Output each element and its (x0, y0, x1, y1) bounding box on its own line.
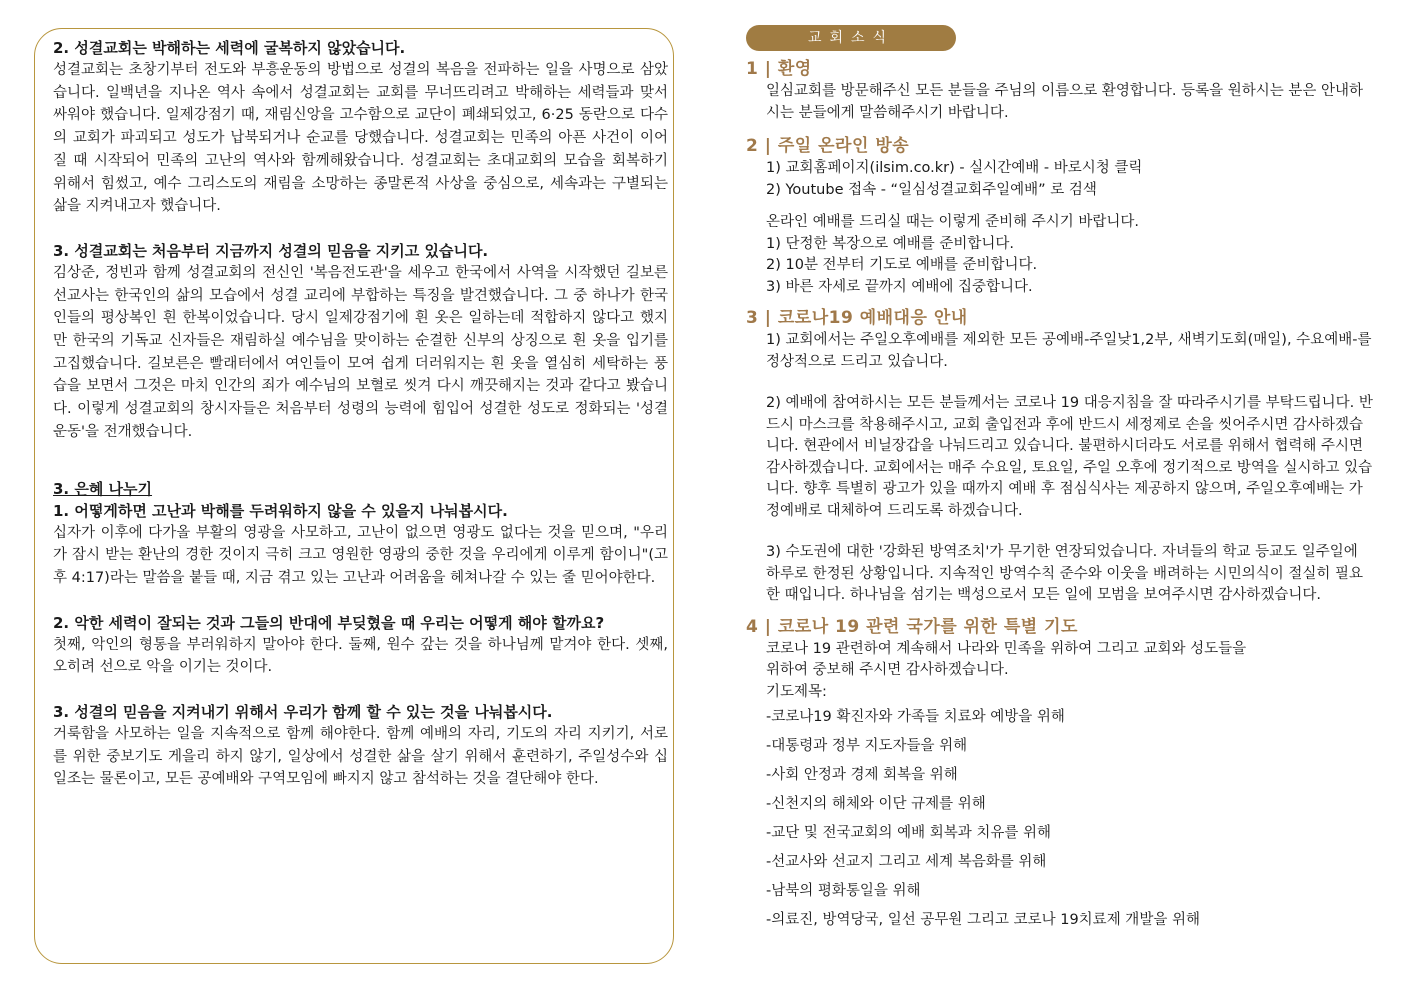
sharing-q2-body: 첫째, 악인의 형통을 부러워하지 말아야 한다. 둘째, 원수 갚는 것을 하나님께 맡겨야 한다. 셋째, 오히려 선으로 악을 이기는 것이다. (53, 636, 668, 676)
section-faith-body: 김상준, 정빈과 함께 성결교회의 전신인 '복음전도관'을 세우고 한국에서 사역을 시작했던 길보른 선교사는 한국인의 삶의 모습에서 성결 교리에 부합하는 특징을 발견했습니다. 그 중 하나가 한국인들의 평상복인 흰 한복이었습니다. 당시 일제강점기에 흰 옷은 일하는데 적합하지 않다고 했지만 한국의 기독교 신자들은 재림하실 예수님을 맞이하는 순결한 신부의 상징으로 흰 옷을 입기를 고집했습니다. 길보른은 빨래터에서 여인들이 모여 쉽게 더러워지는 흰 옷을 열심히 세탁하는 풍습을 보면서 그것은 마치 인간의 죄가 예수님의 보혈로 씻겨 다시 깨끗해지는 것과 같다고 봤습니다. 이렇게 성결교회의 창시자들은 처음부터 성령의 능력에 힘입어 성결한 성도로 정화되는 '성결운동'을 전개했습니다. (53, 264, 668, 440)
online-title: 2 | 주일 온라인 방송 (746, 136, 910, 156)
prayer-item: -남북의 평화통일을 위해 (766, 883, 921, 899)
right-panel (746, 25, 1376, 935)
sharing-q2 (53, 612, 668, 679)
online-line2: 2) Youtube 접속 - “일심성결교회주일예배” 로 검색 (766, 181, 1097, 198)
spacer (766, 373, 1376, 393)
prayer-item: -신천지의 해체와 이단 규제를 위해 (766, 796, 986, 812)
corona-section (746, 306, 1376, 607)
corona-title: 3 | 코로나19 예배대응 안내 (746, 308, 968, 328)
online-line1: 1) 교회홈페이지(ilsim.co.kr) - 실시간예배 - 바로시청 클릭 (766, 160, 1143, 176)
prayer-item: -사회 안정과 경제 회복을 위해 (766, 767, 958, 783)
section-faith (53, 240, 668, 444)
online-section (746, 134, 1376, 298)
corona-p3: 3) 수도권에 대한 '강화된 방역조치'가 무기한 연장되었습니다. 자녀들의 학교 등교도 일주일에 하루로 한정된 상황입니다. 지속적인 방역수칙 준수와 이웃을 배려하는 시민의식이 절실히 필요한 때입니다. 하나님을 섬기는 백성으로서 모든 일에 모범을 보여주시면 감사하겠습니다. (766, 544, 1363, 603)
section-persecution-body: 성결교회는 초창기부터 전도와 부흥운동의 방법으로 성결의 복음을 전파하는 일을 사명으로 삼았습니다. 일백년을 지나온 역사 속에서 성결교회는 교회를 무너뜨리려고 박해하는 세력들과 맞서 싸워야 했습니다. 일제강점기 때, 재림신앙을 고수함으로 교단이 폐쇄되었고, 6·25 동란으로 다수의 교회가 파괴되고 성도가 납북되거나 순교를 당했습니다. 성결교회는 민족의 아픈 사건이 이어질 때 시작되어 민족의 고난의 역사와 함께해왔습니다. 성결교회는 초대교회의 모습을 회복하기 위해서 힘썼고, 예수 그리스도의 재림을 소망하는 종말론적 사상을 중심으로, 세속과는 구별되는 삶을 지켜내고자 했습니다. (53, 62, 668, 215)
prayer-section (746, 615, 1376, 936)
sharing-section (53, 478, 668, 590)
section-persecution-heading: 2. 성결교회는 박해하는 세력에 굴복하지 않았습니다. (53, 39, 406, 57)
online-prep2: 2) 10분 전부터 기도로 예배를 준비합니다. (766, 257, 1038, 273)
church-news-badge: 교회소식 (746, 25, 956, 51)
sharing-title: 3. 은혜 나누기 (53, 479, 153, 498)
corona-body (746, 330, 1376, 607)
prayer-item: -코로나19 확진자와 가족들 치료와 예방을 위해 (766, 709, 1065, 725)
corona-p1: 1) 교회에서는 주일오후예배를 제외한 모든 공예배-주일낮1,2부, 새벽기도회(매일), 수요예배-를 정상적으로 드리고 있습니다. (766, 332, 1372, 370)
sharing-q3 (53, 701, 668, 791)
prayer-body (746, 639, 1376, 936)
prayer-item: -대통령과 정부 지도자들을 위해 (766, 738, 968, 754)
prayer-line1: 코로나 19 관련하여 계속해서 나라와 민족을 위하여 그리고 교회와 성도들을 (766, 640, 1247, 657)
section-faith-heading: 3. 성결교회는 처음부터 지금까지 성결의 믿음을 지키고 있습니다. (53, 241, 489, 260)
sharing-q2-heading: 2. 악한 세력이 잘되는 것과 그들의 반대에 부딪혔을 때 우리는 어떻게 해야 할까요? (53, 613, 605, 632)
sharing-q3-body: 거룩함을 사모하는 일을 지속적으로 함께 해야한다. 함께 예배의 자리, 기도의 자리 지키기, 서로를 위한 중보기도 게을리 하지 않기, 일상에서 성결한 삶을 살기 위해서 훈련하기, 주일성수와 십일조는 물론이고, 모든 공예배와 구역모임에 빠지지 않고 참석하는 것을 결단해야 한다. (53, 726, 668, 788)
online-intro: 온라인 예배를 드리실 때는 이렇게 준비해 주시기 바랍니다. (766, 214, 1140, 230)
spacer (766, 522, 1376, 542)
online-body (746, 158, 1376, 298)
online-prep3: 3) 바른 자세로 끝까지 예배에 집중합니다. (766, 278, 1033, 295)
section-persecution (53, 37, 668, 218)
welcome-title: 1 | 환영 (746, 59, 812, 79)
prayer-item: -교단 및 전국교회의 예배 회복과 치유를 위해 (766, 825, 1052, 841)
corona-p2: 2) 예배에 참여하시는 모든 분들께서는 코로나 19 대응지침을 잘 따라주시기를 부탁드립니다. 반드시 마스크를 착용해주시고, 교회 출입전과 후에 반드시 세정제로 손을 씻어주시면 감사하겠습니다. 현관에서 비닐장갑을 나눠드리고 있습니다. 불편하시더라도 서로를 위해서 협력해 주시면 감사하겠습니다. 교회에서는 매주 수요일, 토요일, 주일 오후에 정기적으로 방역을 실시하고 있습니다. 향후 특별히 광고가 있을 때까지 예배 후 점심식사는 제공하지 않으며, 주일오후예배는 가정예배로 대체하여 드리도록 하겠습니다. (766, 395, 1373, 519)
prayer-line2: 위하여 중보해 주시면 감사하겠습니다. (766, 662, 1009, 678)
welcome-body: 일심교회를 방문해주신 모든 분들을 주님의 이름으로 환영합니다. 등록을 원하시는 분은 안내하시는 분들에게 말씀해주시기 바랍니다. (766, 83, 1363, 121)
welcome-section (746, 57, 1376, 124)
prayer-title: 4 | 코로나 19 관련 국가를 위한 특별 기도 (746, 616, 1078, 637)
online-prep1: 1) 단정한 복장으로 예배를 준비합니다. (766, 235, 1015, 252)
prayer-item: -의료진, 방역당국, 일선 공무원 그리고 코로나 19치료제 개발을 위해 (766, 912, 1200, 928)
spacer (766, 201, 1376, 212)
sharing-q1-body: 십자가 이후에 다가올 부활의 영광을 사모하고, 고난이 없으면 영광도 없다는 것을 믿으며, "우리가 잠시 받는 환난의 경한 것이지 극히 크고 영원한 영광의 중한 것을 우리에게 이루게 함이니"(고후 4:17)라는 말씀을 붙들 때, 지금 겪고 있는 고난과 어려움을 헤쳐나갈 수 있는 줄 믿어야한다. (53, 524, 668, 586)
prayer-label: 기도제목: (766, 683, 827, 700)
sharing-q3-heading: 3. 성결의 믿음을 지켜내기 위해서 우리가 함께 할 수 있는 것을 나눠봅시다. (53, 703, 553, 722)
sharing-q1-heading: 1. 어떻게하면 고난과 박해를 두려워하지 않을 수 있을지 나눠봅시다. (53, 501, 508, 520)
left-panel (34, 28, 674, 964)
prayer-item: -선교사와 선교지 그리고 세계 복음화를 위해 (766, 854, 1047, 870)
